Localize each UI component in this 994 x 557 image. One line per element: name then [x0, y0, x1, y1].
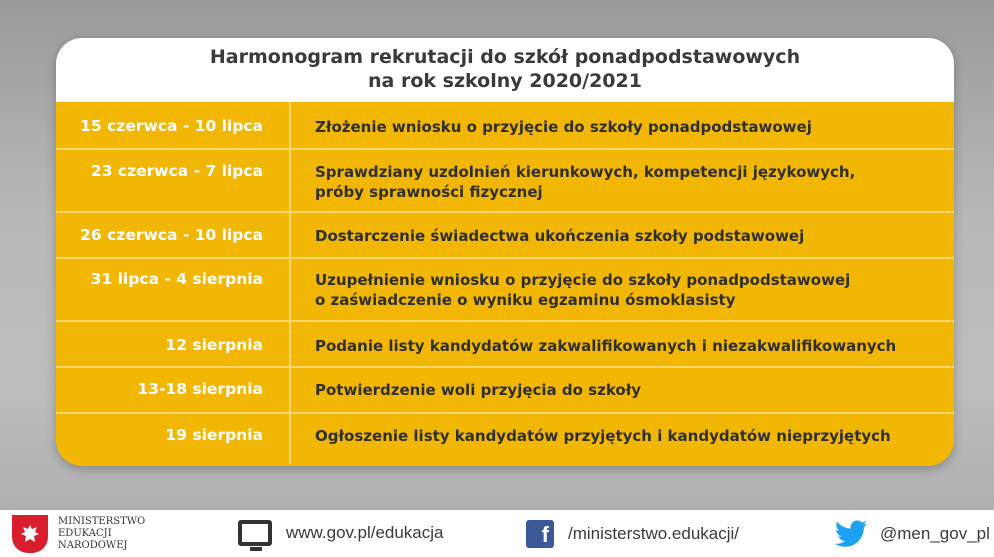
schedule-row	[56, 150, 954, 213]
schedule-row	[56, 368, 954, 414]
website-link[interactable]	[238, 520, 444, 546]
row-description	[291, 259, 850, 320]
eagle-emblem-icon	[12, 515, 48, 553]
ministry-name-line: MINISTERSTWO	[58, 516, 146, 527]
facebook-text: /ministerstwo.edukacji/	[568, 524, 740, 543]
twitter-link[interactable]	[834, 520, 990, 548]
schedule-row	[56, 322, 954, 368]
schedule-row	[56, 259, 954, 322]
schedule-row	[56, 102, 954, 150]
row-description	[291, 150, 855, 211]
desc-line: Sprawdziany uzdolnień kierunkowych, kompetencji językowych,	[315, 163, 856, 181]
row-date: 13-18 sierpnia	[56, 368, 291, 412]
schedule-card	[56, 38, 954, 466]
row-description	[291, 213, 804, 257]
row-date: 23 czerwca - 7 lipca	[56, 150, 291, 211]
card-header	[56, 38, 954, 102]
schedule-table	[56, 102, 954, 464]
facebook-link[interactable]	[526, 520, 739, 548]
facebook-icon: f	[526, 520, 554, 548]
desc-line: Złożenie wniosku o przyjęcie do szkoły ponadpodstawowej	[315, 118, 812, 136]
twitter-icon	[834, 520, 868, 548]
row-date: 12 sierpnia	[56, 322, 291, 366]
twitter-text: @men_gov_pl	[880, 524, 990, 543]
desc-line: próby sprawności fizycznej	[315, 183, 543, 201]
ministry-name-line: NARODOWEJ	[58, 540, 128, 551]
monitor-icon	[238, 520, 272, 546]
desc-line: Ogłoszenie listy kandydatów przyjętych i kandydatów nieprzyjętych	[315, 427, 891, 445]
row-date: 26 czerwca - 10 lipca	[56, 213, 291, 257]
row-date: 31 lipca - 4 sierpnia	[56, 259, 291, 320]
desc-line: Uzupełnienie wniosku o przyjęcie do szkoły ponadpodstawowej	[315, 271, 851, 289]
schedule-row	[56, 213, 954, 259]
row-date: 19 sierpnia	[56, 414, 291, 464]
title-line-2: na rok szkolny 2020/2021	[368, 70, 642, 92]
row-description	[291, 322, 896, 366]
ministry-logo	[12, 515, 145, 553]
website-text: www.gov.pl/edukacja	[286, 523, 444, 542]
desc-line: o zaświadczenie o wyniku egzaminu ósmoklasisty	[315, 291, 736, 309]
row-date: 15 czerwca - 10 lipca	[56, 102, 291, 148]
row-description	[291, 368, 641, 412]
row-description	[291, 414, 891, 464]
title-line-1: Harmonogram rekrutacji do szkół ponadpodstawowych	[209, 46, 801, 68]
desc-line: Podanie listy kandydatów zakwalifikowanych i niezakwalifikowanych	[315, 337, 897, 355]
desc-line: Potwierdzenie woli przyjęcia do szkoły	[315, 381, 642, 399]
ministry-name-line: EDUKACJI	[58, 528, 112, 539]
schedule-row	[56, 414, 954, 464]
row-description	[291, 102, 812, 148]
ministry-name	[58, 516, 145, 552]
desc-line: Dostarczenie świadectwa ukończenia szkoły podstawowej	[315, 227, 805, 245]
footer-bar	[0, 510, 994, 557]
